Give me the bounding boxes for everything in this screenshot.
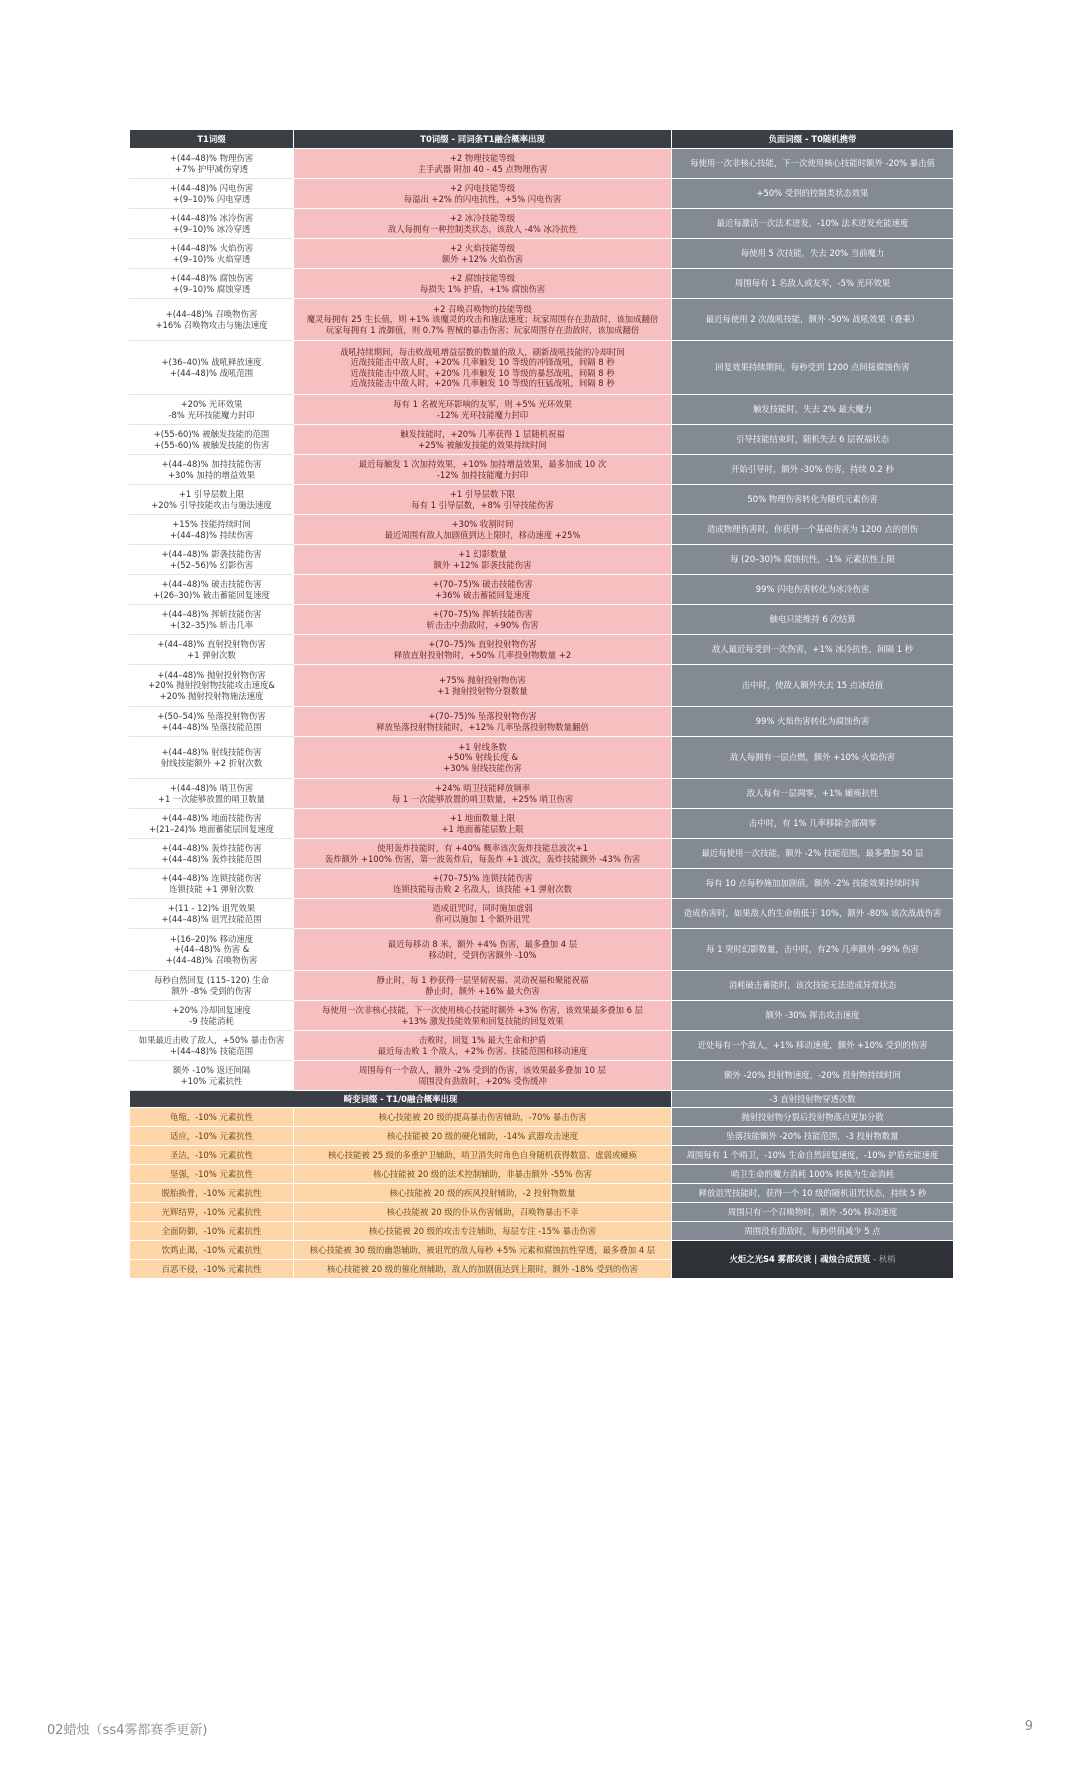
t0-affix-cell: +2 物理技能等级 主手武器 附加 40 - 45 点物理伤害: [294, 149, 672, 179]
t0-affix-cell: +2 召唤召唤物的技能等级 魔灵每拥有 25 生长值，则 +1% 该魔灵的攻击和施法速度；玩家周围存在劲敌时，该加成翻倍 玩家每拥有 1 流御值，则 0.7% 智械的暴击伤害；玩家周围存在劲敌时，该加成翻倍: [294, 299, 672, 341]
negative-affix-cell: 周围每有 1 名敌人或友军，-5% 光环效果: [672, 269, 954, 299]
mutation-effect-cell: 核心技能被 20 级的攻击专注辅助，每层专注 -15% 暴击伤害: [294, 1222, 672, 1241]
t0-affix-cell: 每有 1 名被光环影响的友军，则 +5% 光环效果 -12% 光环技能魔力封印: [294, 395, 672, 425]
mutation-name-cell: 圣洁，-10% 元素抗性: [130, 1146, 294, 1165]
t1-affix-cell: +(50–54)% 坠落投射物伤害 +(44–48)% 坠落技能范围: [130, 707, 294, 737]
t1-affix-cell: +20% 冷却回复速度 -9 技能消耗: [130, 1001, 294, 1031]
mutation-row: [130, 1127, 954, 1146]
table-row: [130, 239, 954, 269]
t0-affix-cell: 使用轰炸技能时，有 +40% 概率该次轰炸技能总波次+1 轰炸额外 +100% 伤害，第一波轰炸后，每轰炸 +1 波次，轰炸技能额外 -43% 伤害: [294, 839, 672, 869]
negative-affix-cell: 抛射投射物分裂后投射物落点更加分散: [672, 1108, 954, 1127]
negative-affix-cell: 周围只有一个召唤物时，额外 -50% 移动速度: [672, 1203, 954, 1222]
negative-affix-cell: 触发技能时，失去 2% 最大魔力: [672, 395, 954, 425]
header-t1: T1词缀: [130, 130, 294, 149]
negative-affix-cell: 造成伤害时，如果敌人的生命值低于 10%，额外 -80% 该次战战伤害: [672, 899, 954, 929]
header-t0: T0词缀 - 同词条T1融合概率出现: [294, 130, 672, 149]
t1-affix-cell: +(44–48)% 射线技能伤害 射线技能额外 +2 折射次数: [130, 737, 294, 779]
t1-affix-cell: +(44–48)% 挥斩技能伤害 +(32–35)% 斩击几率: [130, 605, 294, 635]
footer-document-title: 02蜡烛（ss4雾都赛季更新): [47, 1723, 208, 1738]
affix-table: [129, 129, 954, 1279]
table-row: [130, 635, 954, 665]
negative-affix-cell: 引导技能结束时，随机失去 6 层祝福状态: [672, 425, 954, 455]
table-row: [130, 485, 954, 515]
t0-affix-cell: +2 闪电技能等级 每溢出 +2% 的闪电抗性，+5% 闪电伤害: [294, 179, 672, 209]
mutation-effect-cell: 核心技能被 20 级的硬化辅助，-14% 武器攻击速度: [294, 1127, 672, 1146]
t0-affix-cell: 击败时，回复 1% 最大生命和护盾 最近每击败 1 个敌人，+2% 伤害、技能范围和移动速度: [294, 1031, 672, 1061]
negative-affix-cell: 敌人每拥有一层点燃，额外 +10% 火焰伤害: [672, 737, 954, 779]
mutation-effect-cell: 核心技能被 25 级的多重护卫辅助，哨卫消失时角色自身随机获得数富、虚弱或瘫痪: [294, 1146, 672, 1165]
table-row: [130, 971, 954, 1001]
t0-affix-cell: 静止时，每 1 秒获得一层坚韧祝福、灵动祝福和聚能祝福 静止时，额外 +16% 最大伤害: [294, 971, 672, 1001]
footer-page-number: 9: [1024, 1719, 1033, 1734]
t1-affix-cell: +(16–20)% 移动速度 +(44–48)% 伤害 & +(44–48)% 召唤物伤害: [130, 929, 294, 971]
table-row: [130, 839, 954, 869]
table-row: [130, 899, 954, 929]
negative-affix-cell: 每 (20–30)% 腐蚀抗性，-1% 元素抗性上限: [672, 545, 954, 575]
negative-affix-cell: 最近每使用 2 次战吼技能，额外 -50% 战吼效果（叠乘）: [672, 299, 954, 341]
t0-affix-cell: +(70–75)% 直射投射物伤害 释放直射投射物时，+50% 几率投射物数量 +2: [294, 635, 672, 665]
mutation-row: [130, 1203, 954, 1222]
negative-affix-cell: 每有 10 点每秒施加加剧值，额外 -2% 技能效果持续时间: [672, 869, 954, 899]
t0-affix-cell: +2 冰冷技能等级 敌人每拥有一种控制类状态，该敌人 -4% 冰冷抗性: [294, 209, 672, 239]
negative-affix-cell: 敌人最近每受到一次伤害，+1% 冰冷抗性，间隔 1 秒: [672, 635, 954, 665]
table-row: [130, 1031, 954, 1061]
mutation-name-cell: 饮鸩止渴，-10% 元素抗性: [130, 1241, 294, 1260]
table-row: [130, 341, 954, 395]
table-row: [130, 269, 954, 299]
credit-author: - 秋梢: [870, 1254, 896, 1265]
t1-affix-cell: +(44–48)% 召唤物伤害 +16% 召唤物攻击与施法速度: [130, 299, 294, 341]
negative-affix-cell: 造成物理伤害时，你获得一个基础伤害为 1200 点的创伤: [672, 515, 954, 545]
t1-affix-cell: +(44–48)% 地面技能伤害 +(21–24)% 地面蓄能层回复速度: [130, 809, 294, 839]
t0-affix-cell: +1 引导层数下限 每有 1 引导层数，+8% 引导技能伤害: [294, 485, 672, 515]
negative-affix-cell: 每 1 突时幻影数量，击中时，有2% 几率额外 -99% 伤害: [672, 929, 954, 971]
t1-affix-cell: +(44–48)% 哨卫伤害 +1 一次能够放置的哨卫数量: [130, 779, 294, 809]
t1-affix-cell: +1 引导层数上限 +20% 引导技能攻击与施法速度: [130, 485, 294, 515]
negative-affix-cell: 击中时，使敌人额外失去 15 点冰结值: [672, 665, 954, 707]
mutation-header-row: [130, 1091, 954, 1108]
t1-affix-cell: +20% 光环效果 -8% 光环技能魔力封印: [130, 395, 294, 425]
table-row: [130, 395, 954, 425]
negative-affix-cell: 额外 -30% 挥击攻击速度: [672, 1001, 954, 1031]
mutation-effect-cell: 核心技能被 20 级的提高暴击伤害辅助，-70% 暴击伤害: [294, 1108, 672, 1127]
t0-affix-cell: +2 腐蚀技能等级 每损失 1% 护盾，+1% 腐蚀伤害: [294, 269, 672, 299]
negative-affix-cell: 消耗破击蓄能时，该次技能无法造成异常状态: [672, 971, 954, 1001]
table-row: [130, 737, 954, 779]
negative-affix-cell: 敌人每有一层凋零，+1% 瘫痪抗性: [672, 779, 954, 809]
table-row: [130, 869, 954, 899]
table-header-row: [130, 130, 954, 149]
t1-affix-cell: 每秒自然回复 (115–120) 生命 额外 -8% 受到的伤害: [130, 971, 294, 1001]
mutation-name-cell: 适应，-10% 元素抗性: [130, 1127, 294, 1146]
t0-affix-cell: +1 幻影数量 额外 +12% 影袭技能伤害: [294, 545, 672, 575]
negative-affix-cell: 每使用一次非核心技能，下一次使用核心技能时额外 -20% 暴击值: [672, 149, 954, 179]
table-row: [130, 455, 954, 485]
table-row: [130, 1001, 954, 1031]
mutation-name-cell: 光辉结界，-10% 元素抗性: [130, 1203, 294, 1222]
t0-affix-cell: 触发技能时，+20% 几率获得 1 层随机祝福 +25% 被触发技能的效果持续时间: [294, 425, 672, 455]
table-row: [130, 779, 954, 809]
negative-affix-cell: 最近每激活一次法术迸发，-10% 法术迸发充能速度: [672, 209, 954, 239]
t0-affix-cell: 最近每触发 1 次加持效果，+10% 加持增益效果，最多加成 10 次 -12% 加持技能魔力封印: [294, 455, 672, 485]
t0-affix-cell: 战吼持续期间，每击败战吼增益层数的数量的敌人，刷新战吼技能的冷却时间 近战技能击中敌人时，+20% 几率触发 10 等级的冲锋战吼，间隔 8 秒 近战技能击中敌人时，+20% 几率触发 10 等级的暴怒战吼，间隔 8 秒 近战技能击中敌人时，+20% 几率触发 10 等级的狂猛战吼，间隔 8 秒: [294, 341, 672, 395]
negative-affix-cell: 最近每使用一次技能，额外 -2% 技能范围，最多叠加 50 层: [672, 839, 954, 869]
mutation-row: [130, 1108, 954, 1127]
t1-affix-cell: +(44–48)% 抛射投射物伤害 +20% 抛射投射物技能攻击速度& +20% 抛射投射物施法速度: [130, 665, 294, 707]
table-row: [130, 809, 954, 839]
negative-affix-cell: 坠落技能额外 -20% 技能范围，-3 投射物数量: [672, 1127, 954, 1146]
t1-affix-cell: +(44–48)% 腐蚀伤害 +(9–10)% 腐蚀穿透: [130, 269, 294, 299]
table-row: [130, 149, 954, 179]
t0-affix-cell: +(70–75)% 破击技能伤害 +36% 破击蓄能回复速度: [294, 575, 672, 605]
t1-affix-cell: +(44–48)% 直射投射物伤害 +1 弹射次数: [130, 635, 294, 665]
negative-affix-cell: 50% 物理伤害转化为随机元素伤害: [672, 485, 954, 515]
t1-affix-cell: +(44–48)% 影袭技能伤害 +(52–56)% 幻影伤害: [130, 545, 294, 575]
negative-affix-cell: +50% 受到的控制类状态效果: [672, 179, 954, 209]
negative-affix-cell: 99% 火焰伤害转化为腐蚀伤害: [672, 707, 954, 737]
t0-affix-cell: +1 射线条数 +50% 射线长度 & +30% 射线技能伤害: [294, 737, 672, 779]
t1-affix-cell: +15% 技能持续时间 +(44–48)% 持续伤害: [130, 515, 294, 545]
mutation-effect-cell: 核心技能被 30 级的幽怨辅助，被诅咒的敌人每秒 +5% 元素和腐蚀抗性穿透，最多叠加 4 层: [294, 1241, 672, 1260]
negative-affix-cell: 额外 -20% 投射物速度，-20% 投射物持续时间: [672, 1061, 954, 1091]
mutation-name-cell: 全面防御，-10% 元素抗性: [130, 1222, 294, 1241]
t0-affix-cell: +(70–75)% 坠落投射物伤害 释放坠落投射物技能时，+12% 几率坠落投射物数量翻倍: [294, 707, 672, 737]
negative-affix-cell: 击中时，有 1% 几率移除全部凋零: [672, 809, 954, 839]
table-row: [130, 575, 954, 605]
t0-affix-cell: +(70–75)% 连锁技能伤害 连锁技能每击败 2 名敌人，该技能 +1 弹射次数: [294, 869, 672, 899]
table-row: [130, 545, 954, 575]
negative-affix-cell: 周围没有劲敌时，每秒供值减少 5 点: [672, 1222, 954, 1241]
table-row: [130, 707, 954, 737]
t0-affix-cell: +75% 抛射投射物伤害 +1 抛射投射物分裂数量: [294, 665, 672, 707]
mutation-effect-cell: 核心技能被 20 级的催化剂辅助，敌人的加剧值达到上限时，额外 -18% 受到的伤害: [294, 1260, 672, 1279]
mutation-effect-cell: 核心技能被 20 级的疾风投射辅助，-2 投射物数量: [294, 1184, 672, 1203]
mutation-effect-cell: 核心技能被 20 级的仆从伤害辅助，召唤物暴击不幸: [294, 1203, 672, 1222]
mutation-name-cell: 坚强，-10% 元素抗性: [130, 1165, 294, 1184]
mutation-section-title: 畸变词缀 - T1/0融合概率出现: [130, 1091, 672, 1108]
negative-affix-cell: 99% 闪电伤害转化为冰冷伤害: [672, 575, 954, 605]
t0-affix-cell: +30% 收割时间 最近周围有敌人加剧值到达上限时，移动速度 +25%: [294, 515, 672, 545]
t1-affix-cell: +(44–48)% 连锁技能伤害 连锁技能 +1 弹射次数: [130, 869, 294, 899]
t0-affix-cell: 最近每移动 8 米，额外 +4% 伤害，最多叠加 4 层 移动时，受到伤害额外 -10%: [294, 929, 672, 971]
t0-affix-cell: +2 火焰技能等级 额外 +12% 火焰伤害: [294, 239, 672, 269]
t0-affix-cell: +(70–75)% 挥斩技能伤害 斩击击中劲敌时，+90% 伤害: [294, 605, 672, 635]
mutation-row: [130, 1184, 954, 1203]
negative-affix-cell: 释放诅咒技能时，获得一个 10 级的随机诅咒状态，持续 5 秒: [672, 1184, 954, 1203]
table-row: [130, 425, 954, 455]
credit-cell: [672, 1241, 954, 1279]
table-row: [130, 929, 954, 971]
t1-affix-cell: +(44–48)% 破击技能伤害 +(26–30)% 破击蓄能回复速度: [130, 575, 294, 605]
t1-affix-cell: 如果最近击败了敌人，+50% 暴击伤害 +(44–48)% 技能范围: [130, 1031, 294, 1061]
mutation-row: [130, 1165, 954, 1184]
table-row: [130, 1061, 954, 1091]
t1-affix-cell: +(11 - 12)% 诅咒效果 +(44–48)% 诅咒技能范围: [130, 899, 294, 929]
table-row: [130, 665, 954, 707]
negative-affix-cell: 触电只能维持 6 次结算: [672, 605, 954, 635]
negative-affix-cell: 回复效果持续期间，每秒受到 1200 点间接腐蚀伤害: [672, 341, 954, 395]
table-row: [130, 209, 954, 239]
mutation-row: [130, 1146, 954, 1165]
negative-affix-cell: 哨卫生命的魔力消耗 100% 转换为生命消耗: [672, 1165, 954, 1184]
table-row: [130, 605, 954, 635]
negative-affix-cell: 周围每有 1 个哨卫，-10% 生命自然回复速度，-10% 护盾充能速度: [672, 1146, 954, 1165]
t0-affix-cell: +24% 哨卫技能释放频率 每 1 一次能够放置的哨卫数量，+25% 哨卫伤害: [294, 779, 672, 809]
mutation-effect-cell: 核心技能被 20 级的法术控制辅助，非暴击额外 -55% 伤害: [294, 1165, 672, 1184]
t1-affix-cell: +(44–48)% 火焰伤害 +(9–10)% 火焰穿透: [130, 239, 294, 269]
table-row: [130, 515, 954, 545]
mutation-name-cell: 脱胎换骨，-10% 元素抗性: [130, 1184, 294, 1203]
t0-affix-cell: 周围每有一个敌人，额外 -2% 受到的伤害，该效果最多叠加 10 层 周围没有劲敌时，+20% 受伤缓冲: [294, 1061, 672, 1091]
mutation-name-cell: 龟缩，-10% 元素抗性: [130, 1108, 294, 1127]
t1-affix-cell: +(44–48)% 冰冷伤害 +(9–10)% 冰冷穿透: [130, 209, 294, 239]
negative-affix-cell: -3 直射投射物穿透次数: [672, 1091, 954, 1108]
negative-affix-cell: 近处每有一个敌人，+1% 移动速度，额外 +10% 受到的伤害: [672, 1031, 954, 1061]
negative-affix-cell: 开始引导时，额外 -30% 伤害，持续 0.2 秒: [672, 455, 954, 485]
mutation-name-cell: 百恶不侵，-10% 元素抗性: [130, 1260, 294, 1279]
credit-title: 火炬之光S4 雾都攻谈 | 魂烛合成预览: [729, 1254, 871, 1265]
t1-affix-cell: 额外 -10% 返还间隔 +10% 元素抗性: [130, 1061, 294, 1091]
t0-affix-cell: +1 地面数量上限 +1 地面蓄能层数上限: [294, 809, 672, 839]
header-negative: 负面词缀 - T0随机携带: [672, 130, 954, 149]
t1-affix-cell: +(44–48)% 物理伤害 +7% 护甲减伤穿透: [130, 149, 294, 179]
t1-affix-cell: +(44–48)% 加持技能伤害 +30% 加持的增益效果: [130, 455, 294, 485]
negative-affix-cell: 每使用 5 次技能，失去 20% 当前魔力: [672, 239, 954, 269]
t1-affix-cell: +(36–40)% 战吼释放速度 +(44–48)% 战吼范围: [130, 341, 294, 395]
t0-affix-cell: 造成诅咒时，同时施加虚弱 你可以施加 1 个额外诅咒: [294, 899, 672, 929]
mutation-row: [130, 1241, 954, 1260]
table-row: [130, 179, 954, 209]
t1-affix-cell: +(44–48)% 闪电伤害 +(9–10)% 闪电穿透: [130, 179, 294, 209]
t1-affix-cell: +(44–48)% 轰炸技能伤害 +(44–48)% 轰炸技能范围: [130, 839, 294, 869]
table-row: [130, 299, 954, 341]
t0-affix-cell: 每使用一次非核心技能，下一次使用核心技能时额外 +3% 伤害，该效果最多叠加 6 层 +13% 激发技能效果和回复技能的回复效果: [294, 1001, 672, 1031]
mutation-row: [130, 1222, 954, 1241]
t1-affix-cell: +(55-60)% 被触发技能的范围 +(55-60)% 被触发技能的伤害: [130, 425, 294, 455]
